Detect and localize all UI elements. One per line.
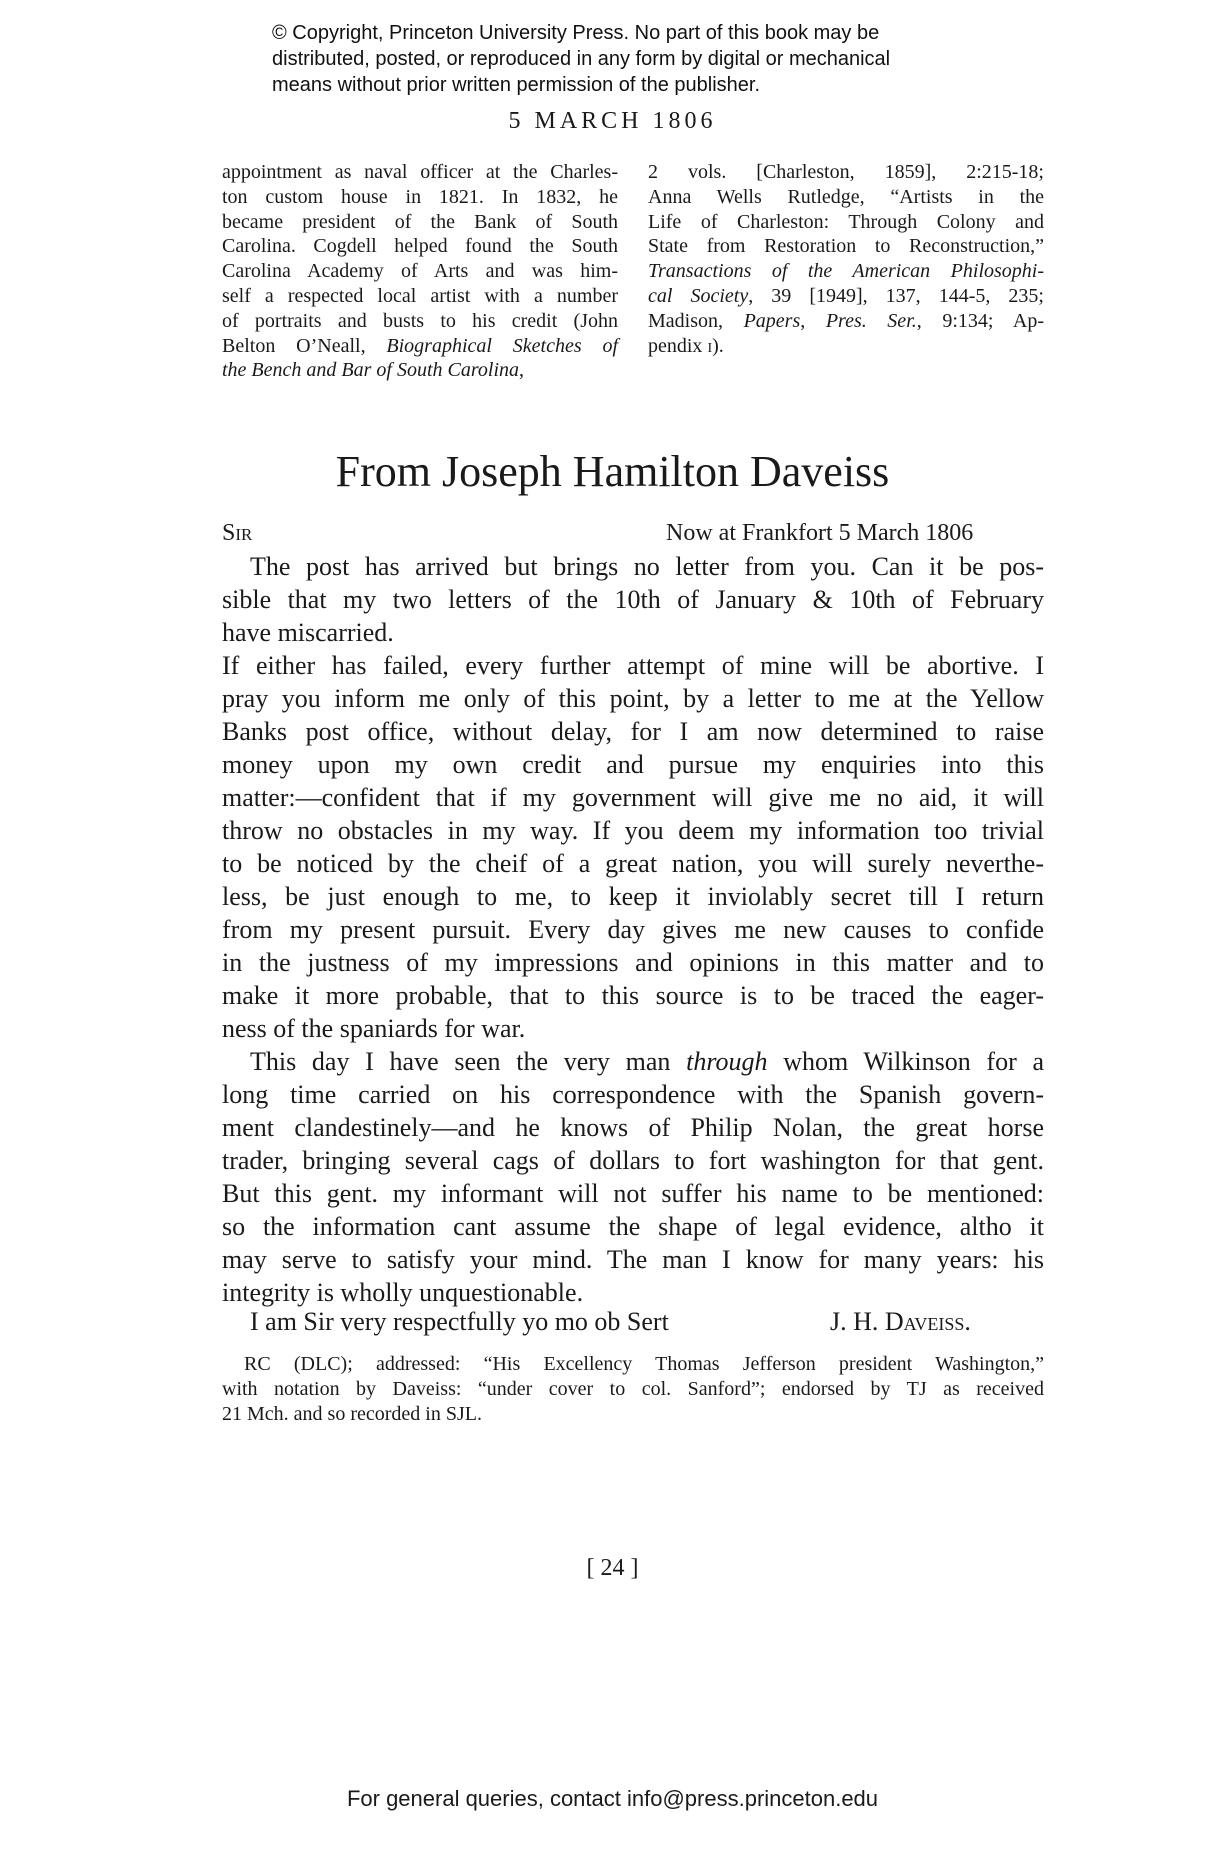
- running-head: 5 MARCH 1806: [508, 108, 717, 134]
- note-text: Belton O’Neall,: [222, 334, 387, 357]
- source-note-line: with notation by Daveiss: “under cover to col. Sanford”; endorsed by TJ as received: [222, 1378, 1044, 1400]
- salutation: Sir: [222, 520, 253, 546]
- note-line: State from Restoration to Reconstruction,”: [648, 235, 1044, 258]
- body-line: sible that my two letters of the 10th of January & 10th of February: [222, 585, 1044, 614]
- note-line: [648, 284, 1044, 309]
- note-line: [648, 309, 1044, 334]
- note-line: Carolina. Cogdell helped found the South: [222, 235, 618, 258]
- body-line: to be noticed by the cheif of a great nation, you will surely neverthe-: [222, 849, 1044, 878]
- body-line: ness of the spaniards for war.: [222, 1014, 526, 1043]
- book-title: the Bench and Bar of South Carolina: [222, 359, 520, 382]
- body-line: throw no obstacles in my way. If you deem my information too trivial: [222, 816, 1044, 845]
- note-line: became president of the Bank of South: [222, 210, 618, 233]
- notes-left-column: [222, 160, 618, 383]
- copyright-line: means without prior written permission of the publisher.: [272, 74, 761, 96]
- complimentary-close: I am Sir very respectfully yo mo ob Sert: [250, 1307, 669, 1336]
- notes-right-column: [648, 160, 1044, 358]
- book-title: Papers: [743, 309, 801, 332]
- body-line: trader, bringing several cags of dollars to fort washington for that gent.: [222, 1146, 1044, 1175]
- signature: J. H. Daveiss.: [830, 1307, 971, 1336]
- copyright-notice: [272, 20, 992, 98]
- note-line: Anna Wells Rutledge, “Artists in the: [648, 185, 1044, 208]
- note-text: ).: [712, 334, 724, 357]
- appendix-numeral: i: [707, 334, 713, 357]
- journal-title: cal Society: [648, 284, 749, 307]
- note-line: self a respected local artist with a number: [222, 284, 618, 307]
- body-line: pray you inform me only of this point, by a letter to me at the Yellow: [222, 684, 1044, 713]
- body-line: may serve to satisfy your mind. The man I know for many years: his: [222, 1245, 1044, 1274]
- note-line: Life of Charleston: Through Colony and: [648, 210, 1044, 233]
- series-title: Pres. Ser.: [825, 309, 917, 332]
- body-line: ment clandestinely—and he knows of Philip Nolan, the great horse: [222, 1113, 1044, 1142]
- body-text: This day I have seen the very man: [250, 1047, 687, 1076]
- copyright-line: distributed, posted, or reproduced in any form by digital or mechanical: [272, 48, 891, 70]
- body-line: have miscarried.: [222, 618, 394, 647]
- note-text: pendix: [648, 334, 708, 357]
- body-line: money upon my own credit and pursue my enquiries into this: [222, 750, 1044, 779]
- body-line: If either has failed, every further attempt of mine will be abortive. I: [222, 651, 1044, 680]
- body-line: integrity is wholly unquestionable.: [222, 1278, 584, 1307]
- emphasis: through: [686, 1047, 768, 1076]
- note-line: Carolina Academy of Arts and was him-: [222, 260, 618, 283]
- note-line: [222, 358, 618, 383]
- body-line: [222, 1045, 1044, 1078]
- note-text: Madison,: [648, 309, 744, 332]
- source-note-line: 21 Mch. and so recorded in SJL.: [222, 1403, 482, 1425]
- letter-body: [222, 550, 1044, 1309]
- note-line: appointment as naval officer at the Charles-: [222, 161, 618, 183]
- book-title: Biographical Sketches of: [386, 334, 619, 357]
- body-line: less, be just enough to me, to keep it inviolably secret till I return: [222, 882, 1044, 911]
- body-line: But this gent. my informant will not suffer his name to be mentioned:: [222, 1179, 1044, 1208]
- body-line: The post has arrived but brings no letter from you. Can it be pos-: [250, 552, 1044, 581]
- note-line: ton custom house in 1821. In 1832, he: [222, 185, 618, 208]
- note-line: [648, 334, 1044, 359]
- body-text: whom Wilkinson for a: [767, 1047, 1044, 1076]
- note-text: ,: [519, 359, 525, 382]
- copyright-line: © Copyright, Princeton University Press. No part of this book may be: [272, 22, 880, 44]
- source-note: [222, 1352, 1044, 1427]
- footer-contact: For general queries, contact info@press.princeton.edu: [346, 1786, 879, 1811]
- journal-title: Transactions of the American Philosophi-: [648, 260, 1044, 283]
- note-line: of portraits and busts to his credit (John: [222, 309, 618, 332]
- body-line: matter:—confident that if my government will give me no aid, it will: [222, 783, 1044, 812]
- body-line: long time carried on his correspondence with the Spanish govern-: [222, 1080, 1044, 1109]
- letter-title: From Joseph Hamilton Daveiss: [335, 447, 890, 496]
- source-note-line: RC (DLC); addressed: “His Excellency Thomas Jefferson president Washington,”: [244, 1353, 1044, 1375]
- note-line: 2 vols. [Charleston, 1859], 2:215-18;: [648, 161, 1044, 183]
- dateline: Now at Frankfort 5 March 1806: [666, 520, 974, 546]
- page-number: [ 24 ]: [586, 1555, 639, 1581]
- note-line: [648, 259, 1044, 284]
- body-line: in the justness of my impressions and opinions in this matter and to: [222, 948, 1044, 977]
- note-text: , 39 [1949], 137, 144-5, 235;: [748, 284, 1044, 307]
- body-line: so the information cant assume the shape of legal evidence, altho it: [222, 1212, 1044, 1241]
- note-line: [222, 334, 618, 359]
- body-line: make it more probable, that to this source is to be traced the eager-: [222, 981, 1044, 1010]
- body-line: Banks post office, without delay, for I am now determined to raise: [222, 717, 1044, 746]
- body-line: from my present pursuit. Every day gives me new causes to confide: [222, 915, 1044, 944]
- note-text: , 9:134; Ap-: [916, 309, 1045, 332]
- note-text: ,: [800, 309, 826, 332]
